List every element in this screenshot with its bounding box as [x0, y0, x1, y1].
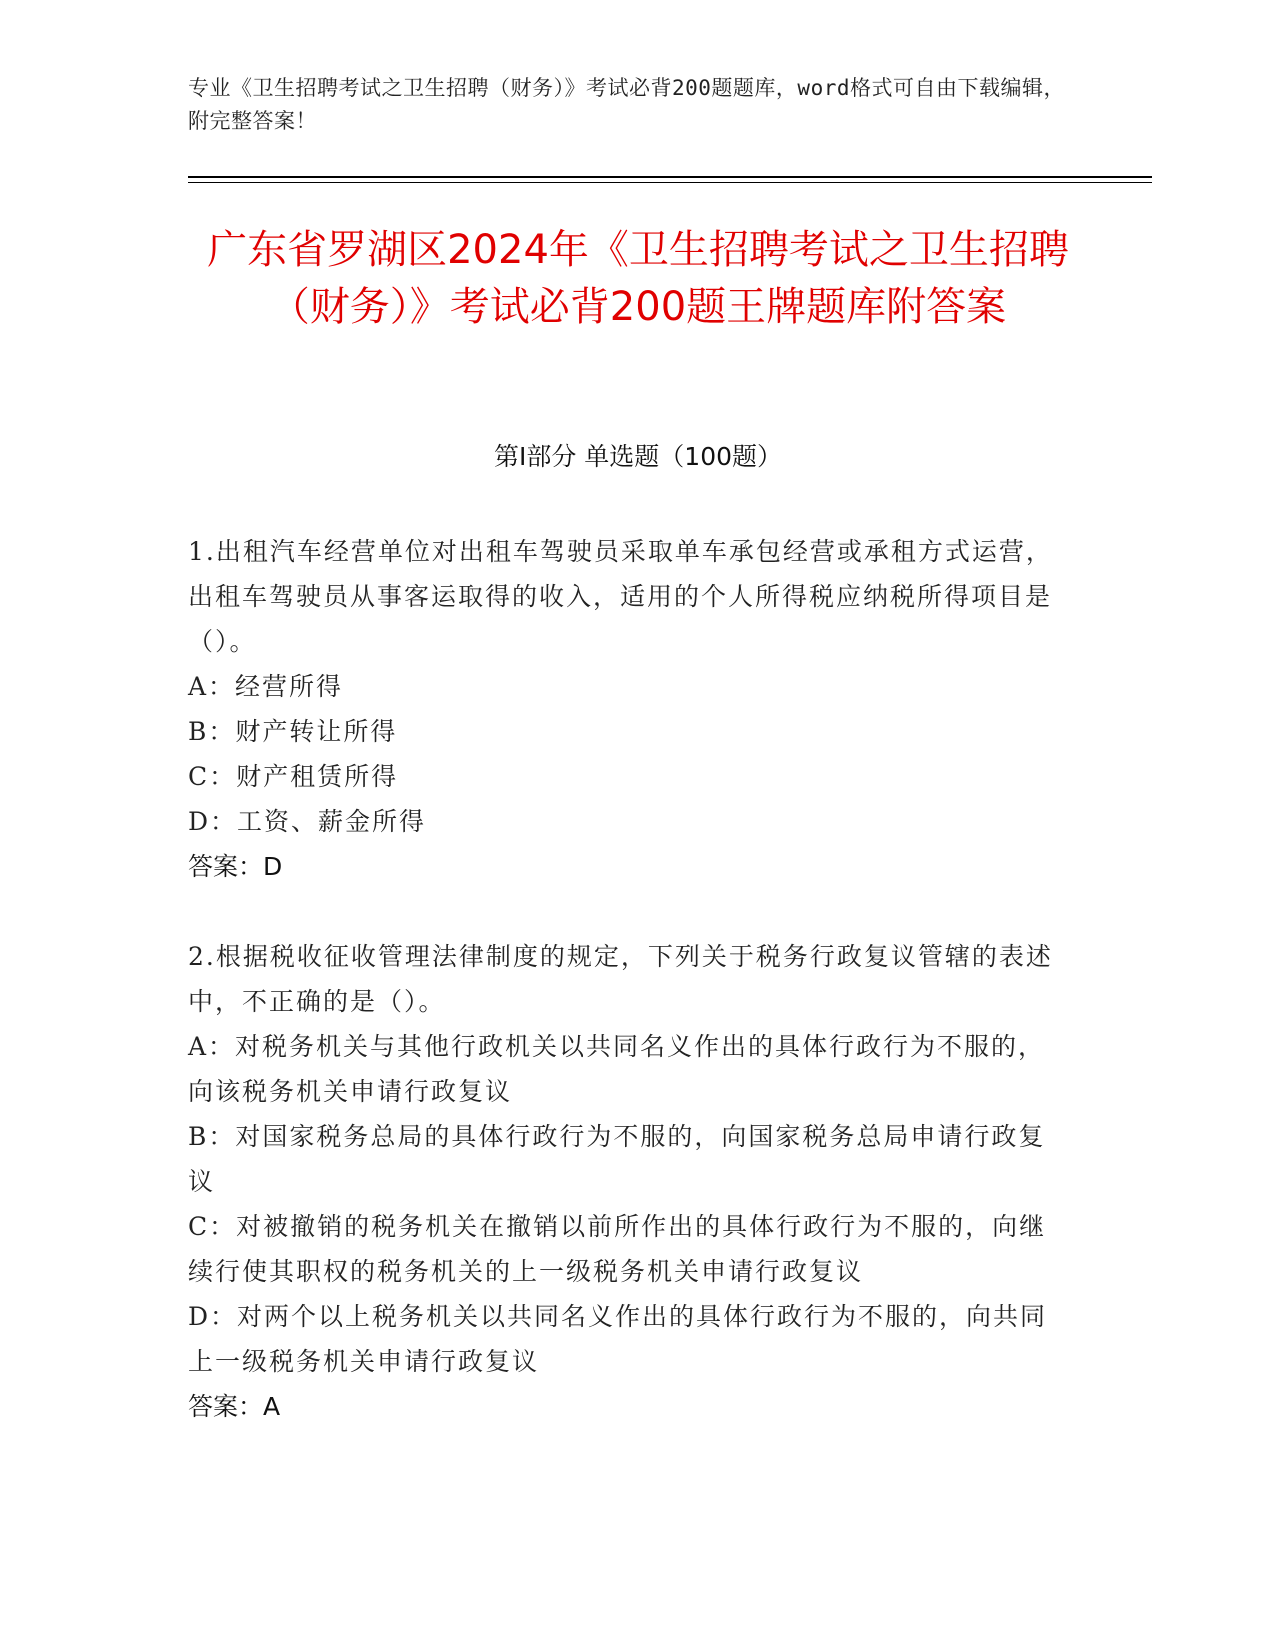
question-1 — [188, 529, 1068, 889]
question-stem: 1.出租汽车经营单位对出租车驾驶员采取单车承包经营或承租方式运营，出租车驾驶员从事客运取得的收入，适用的个人所得税应纳税所得项目是（）。 — [188, 537, 1053, 656]
question-stem: 2.根据税收征收管理法律制度的规定，下列关于税务行政复议管辖的表述中，不正确的是（）。 — [188, 942, 1053, 1016]
question-list — [188, 529, 1068, 1474]
question-answer: 答案：D — [188, 852, 283, 881]
option-a: A：对税务机关与其他行政机关以共同名义作出的具体行政行为不服的，向该税务机关申请行政复议 — [188, 1032, 1046, 1106]
option-c: C：财产租赁所得 — [188, 762, 399, 791]
header-note: 专业《卫生招聘考试之卫生招聘（财务）》考试必背200题题库，word格式可自由下载编辑，附完整答案！ — [188, 76, 1065, 133]
option-a: A：经营所得 — [188, 672, 344, 701]
header-rule-thick — [188, 176, 1152, 178]
option-b: B：财产转让所得 — [188, 717, 398, 746]
option-d: D：工资、薪金所得 — [188, 807, 427, 836]
document-title: 广东省罗湖区2024年《卫生招聘考试之卫生招聘（财务）》考试必背200题王牌题库附答案 — [207, 227, 1069, 330]
section-title: 第Ⅰ部分 单选题（100题） — [493, 442, 783, 471]
option-b: B：对国家税务总局的具体行政行为不服的，向国家税务总局申请行政复议 — [188, 1122, 1046, 1196]
question-2 — [188, 934, 1068, 1429]
header-rule-thin — [188, 182, 1152, 183]
option-c: C：对被撤销的税务机关在撤销以前所作出的具体行政行为不服的，向继续行使其职权的税务机关的上一级税务机关申请行政复议 — [188, 1212, 1047, 1286]
option-d: D：对两个以上税务机关以共同名义作出的具体行政行为不服的，向共同上一级税务机关申请行政复议 — [188, 1302, 1048, 1376]
question-answer: 答案：A — [188, 1392, 281, 1421]
